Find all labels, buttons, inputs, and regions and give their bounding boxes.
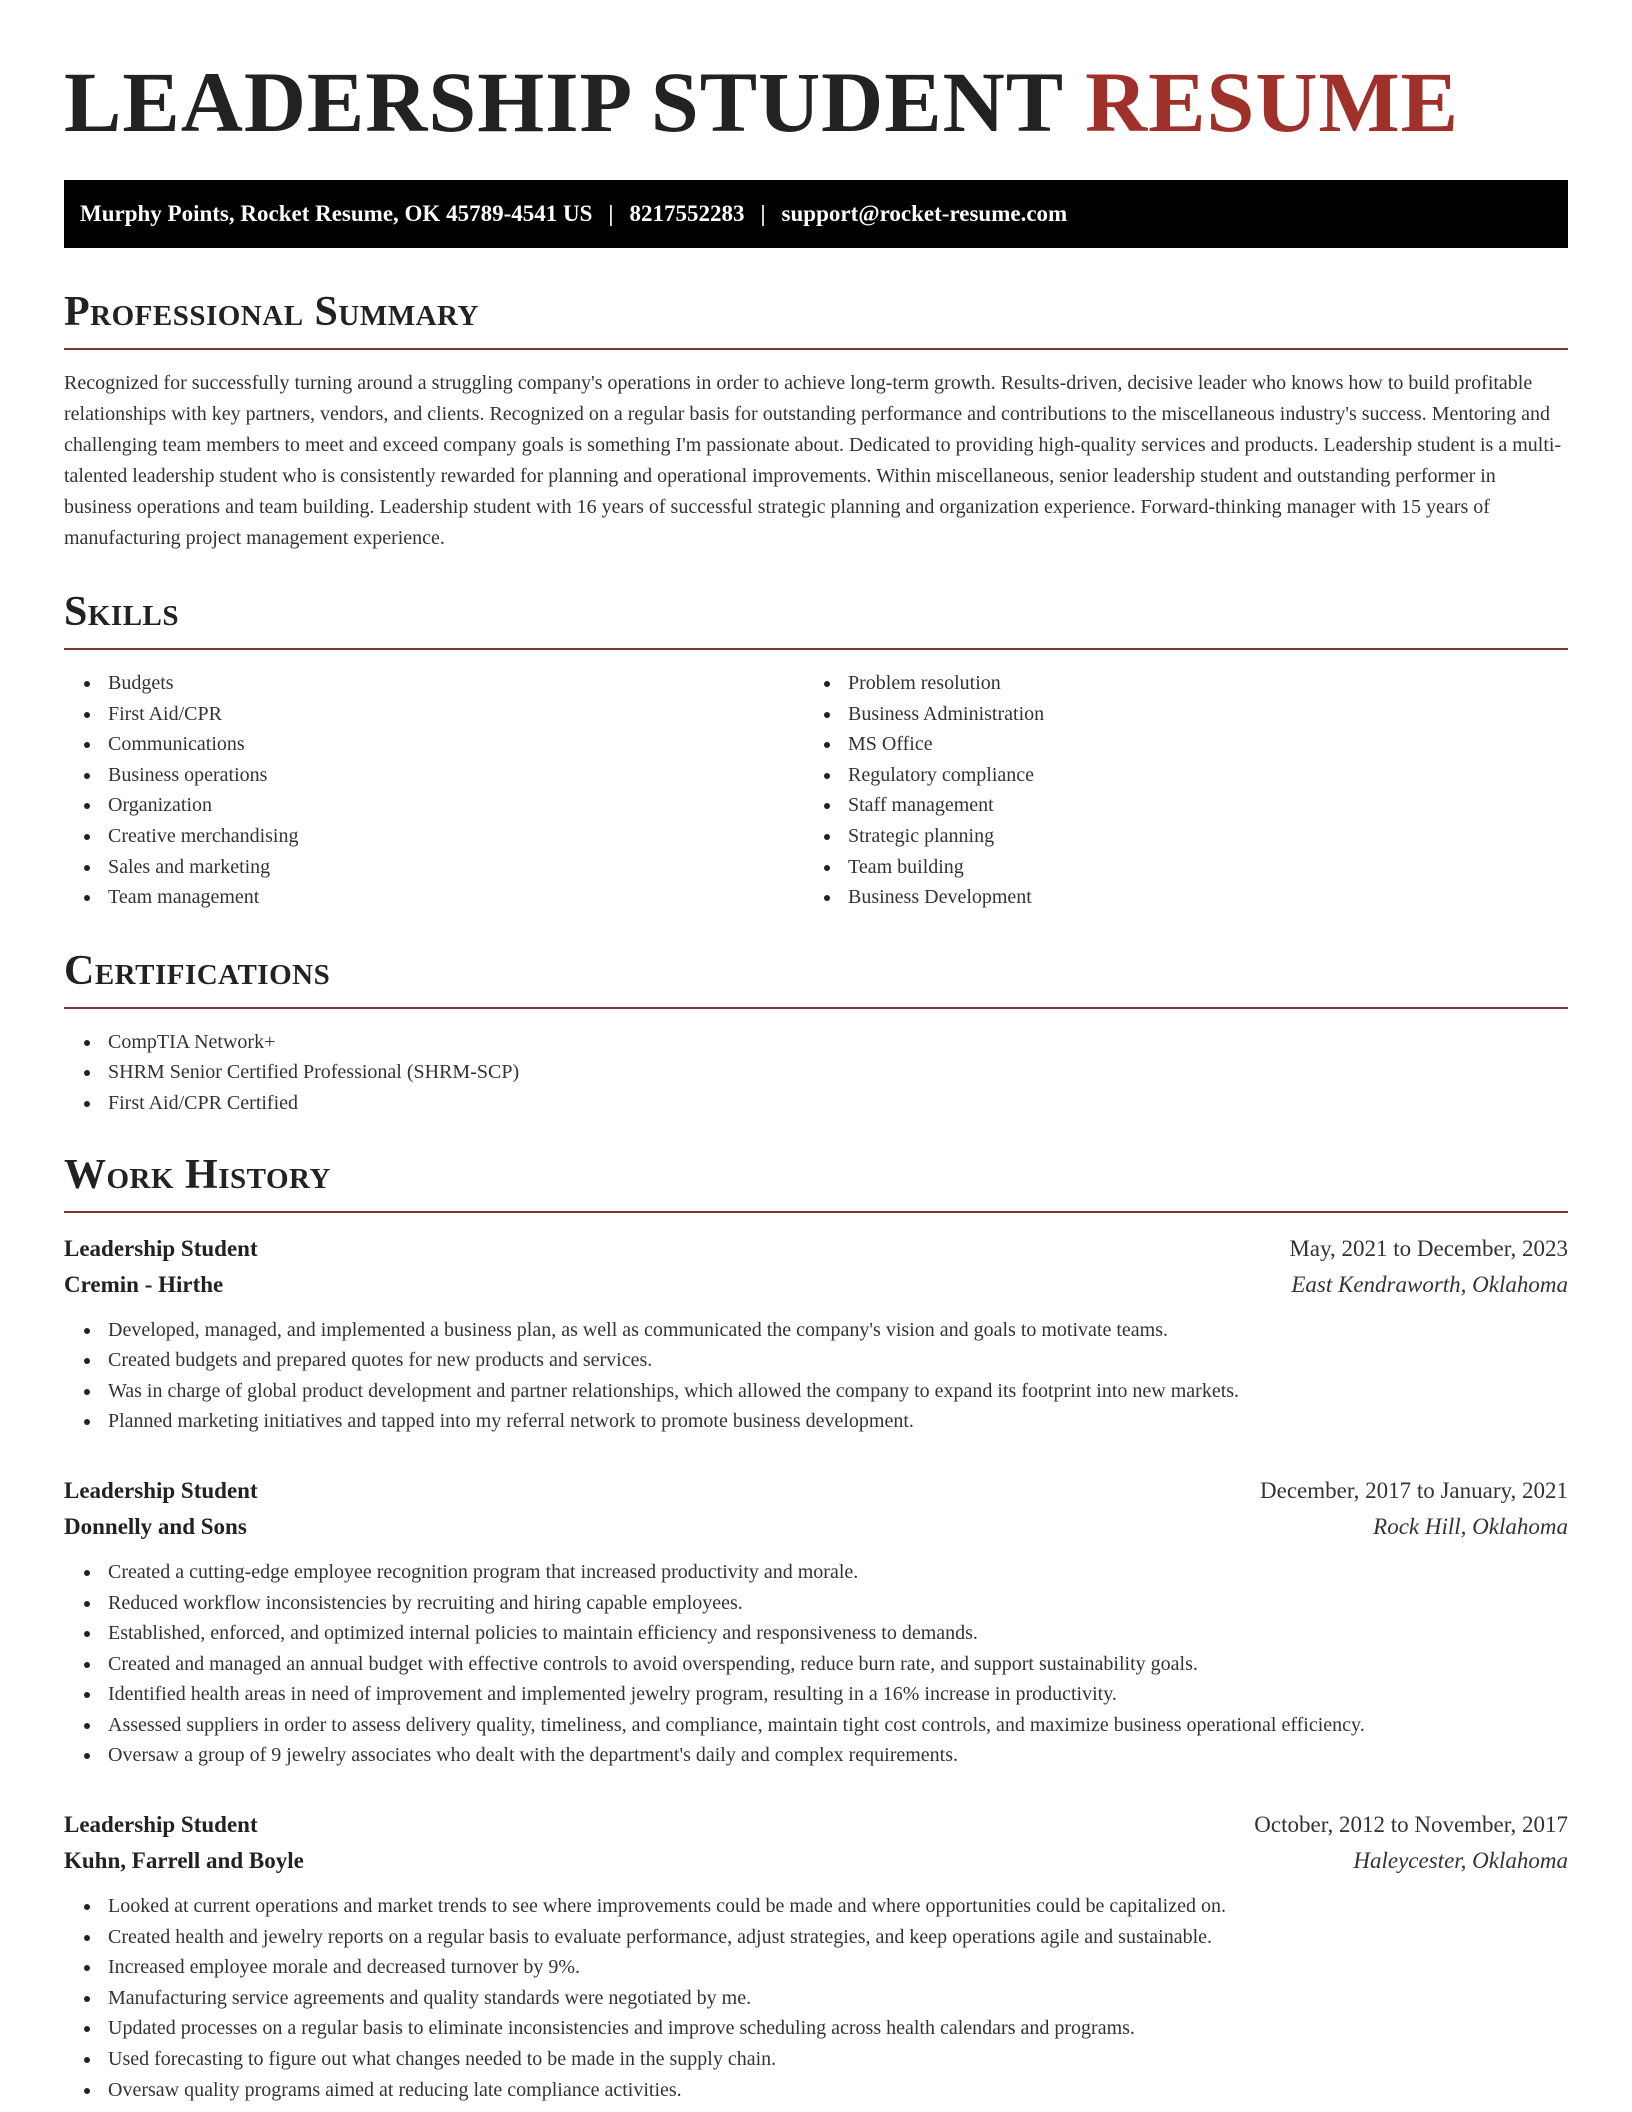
job-entry <box>64 1231 1568 1437</box>
job-bullet: Created budgets and prepared quotes for new products and services. <box>64 1345 1568 1376</box>
job-bullet: Created a cutting-edge employee recognition program that increased productivity and morale. <box>64 1557 1568 1588</box>
skills-column-right <box>804 668 1544 913</box>
job-bullet: Updated processes on a regular basis to eliminate inconsistencies and improve scheduling across health calendars and programs. <box>64 2013 1568 2044</box>
job-company: Cremin - Hirthe <box>64 1271 224 1297</box>
job-bullets <box>64 1891 1568 2105</box>
contact-separator: | <box>760 201 766 226</box>
job-company-row <box>64 1509 1568 1545</box>
job-header-row <box>64 1473 1568 1509</box>
job-bullets <box>64 1315 1568 1437</box>
skill-item: MS Office <box>804 729 1544 760</box>
job-dates: October, 2012 to November, 2017 <box>1254 1812 1568 1838</box>
job-header-row <box>64 1231 1568 1267</box>
skill-item: Staff management <box>804 790 1544 821</box>
job-bullet: Developed, managed, and implemented a business plan, as well as communicated the company's vision and goals to motivate teams. <box>64 1315 1568 1346</box>
certification-item: SHRM Senior Certified Professional (SHRM-SCP) <box>64 1057 1568 1088</box>
contact-email: support@rocket-resume.com <box>781 201 1068 226</box>
job-entry <box>64 1807 1568 2105</box>
certifications-list <box>64 1027 1568 1119</box>
job-bullet: Reduced workflow inconsistencies by recruiting and hiring capable employees. <box>64 1588 1568 1619</box>
contact-address: Murphy Points, Rocket Resume, OK 45789-4541 US <box>80 201 593 226</box>
job-company-row <box>64 1267 1568 1303</box>
summary-heading: Professional Summary <box>64 288 1568 350</box>
job-location: Haleycester, Oklahoma <box>1353 1848 1568 1874</box>
job-bullet: Looked at current operations and market trends to see where improvements could be made and where opportunities could be capitalized on. <box>64 1891 1568 1922</box>
job-bullet: Used forecasting to figure out what changes needed to be made in the supply chain. <box>64 2044 1568 2075</box>
job-bullet: Oversaw quality programs aimed at reducing late compliance activities. <box>64 2075 1568 2106</box>
skill-item: Business Administration <box>804 699 1544 730</box>
skill-item: Business operations <box>64 760 804 791</box>
job-company: Kuhn, Farrell and Boyle <box>64 1848 304 1874</box>
job-location: East Kendraworth, Oklahoma <box>1291 1271 1568 1297</box>
skill-item: Sales and marketing <box>64 852 804 883</box>
job-bullet: Assessed suppliers in order to assess delivery quality, timeliness, and compliance, maintain tight cost controls, and maximize business operational efficiency. <box>64 1710 1568 1741</box>
job-bullet: Manufacturing service agreements and quality standards were negotiated by me. <box>64 1983 1568 2014</box>
skill-item: Business Development <box>804 882 1544 913</box>
skill-item: Communications <box>64 729 804 760</box>
skill-item: Team building <box>804 852 1544 883</box>
job-bullet: Planned marketing initiatives and tapped into my referral network to promote business development. <box>64 1406 1568 1437</box>
contact-separator: | <box>608 201 614 226</box>
contact-phone: 8217552283 <box>629 201 745 226</box>
job-bullets <box>64 1557 1568 1771</box>
job-dates: December, 2017 to January, 2021 <box>1260 1477 1568 1503</box>
skills-list-right <box>804 668 1544 913</box>
job-entry <box>64 1473 1568 1771</box>
skill-item: Organization <box>64 790 804 821</box>
title-main: LEADERSHIP STUDENT <box>64 54 1063 150</box>
skills-list-left <box>64 668 804 913</box>
certification-item: First Aid/CPR Certified <box>64 1088 1568 1119</box>
job-header-row <box>64 1807 1568 1843</box>
job-bullet: Was in charge of global product development and partner relationships, which allowed the company to expand its footprint into new markets. <box>64 1376 1568 1407</box>
job-bullet: Created health and jewelry reports on a regular basis to evaluate performance, adjust strategies, and keep operations agile and sustainable. <box>64 1922 1568 1953</box>
certifications-heading: Certifications <box>64 947 1568 1009</box>
job-title: Leadership Student <box>64 1477 258 1503</box>
job-dates: May, 2021 to December, 2023 <box>1289 1235 1568 1261</box>
job-bullet: Created and managed an annual budget with effective controls to avoid overspending, reduce burn rate, and support sustainability goals. <box>64 1649 1568 1680</box>
skill-item: First Aid/CPR <box>64 699 804 730</box>
job-bullet: Established, enforced, and optimized internal policies to maintain efficiency and responsiveness to demands. <box>64 1618 1568 1649</box>
contact-bar <box>64 180 1568 248</box>
skill-item: Creative merchandising <box>64 821 804 852</box>
job-location: Rock Hill, Oklahoma <box>1373 1513 1568 1539</box>
job-company-row <box>64 1843 1568 1879</box>
job-company: Donnelly and Sons <box>64 1513 247 1539</box>
skill-item: Regulatory compliance <box>804 760 1544 791</box>
skills-heading: Skills <box>64 588 1568 650</box>
job-bullet: Identified health areas in need of improvement and implemented jewelry program, resulting in a 16% increase in productivity. <box>64 1679 1568 1710</box>
title-accent: RESUME <box>1085 54 1459 150</box>
skill-item: Strategic planning <box>804 821 1544 852</box>
skill-item: Problem resolution <box>804 668 1544 699</box>
certification-item: CompTIA Network+ <box>64 1027 1568 1058</box>
skill-item: Budgets <box>64 668 804 699</box>
skills-grid <box>64 668 1568 913</box>
job-title: Leadership Student <box>64 1812 258 1838</box>
job-bullet: Oversaw a group of 9 jewelry associates who dealt with the department's daily and complex requirements. <box>64 1740 1568 1771</box>
work-history-heading: Work History <box>64 1151 1568 1213</box>
skill-item: Team management <box>64 882 804 913</box>
job-title: Leadership Student <box>64 1235 258 1261</box>
job-bullet: Increased employee morale and decreased turnover by 9%. <box>64 1952 1568 1983</box>
skills-column-left <box>64 668 804 913</box>
summary-text: Recognized for successfully turning around a struggling company's operations in order to achieve long-term growth. Results-driven, decisive leader who knows how to build profitable relationships with key partners, vendors, and clients. Recognized on a regular basis for outstanding performance and contributions to the miscellaneous industry's success. Mentoring and challenging team members to meet and exceed company goals is something I'm passionate about. Dedicated to providing high-quality services and products. Leadership student is a multi-talented leadership student who is consistently rewarded for planning and operational improvements. Within miscellaneous, senior leadership student and outstanding performer in business operations and team building. Leadership student with 16 years of successful strategic planning and organization experience. Forward-thinking manager with 15 years of manufacturing project management experience. <box>64 372 1562 549</box>
resume-title <box>64 52 1568 152</box>
